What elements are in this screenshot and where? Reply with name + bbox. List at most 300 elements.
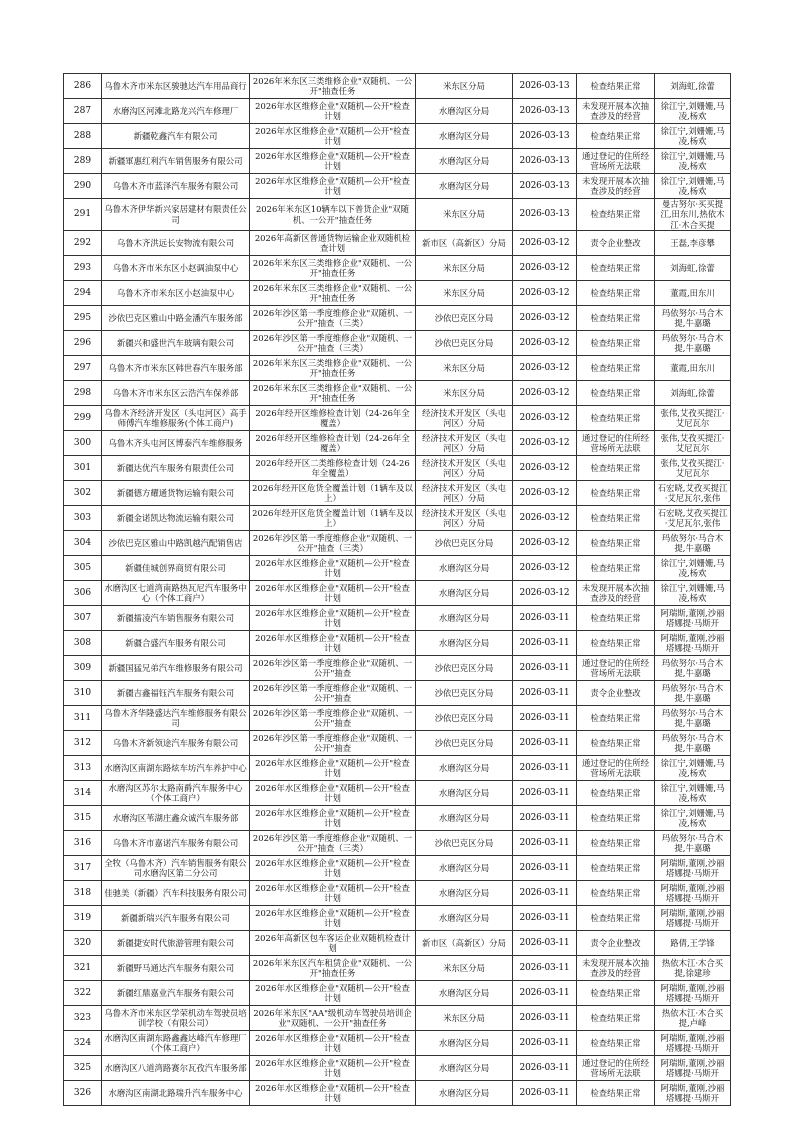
table-row: [64, 831, 731, 856]
date-cell: 2026-03-13: [513, 124, 577, 149]
inspectors-cell: 刘海虹,徐蕾: [655, 74, 731, 99]
row-number-cell: 318: [64, 881, 102, 906]
department-cell: 米东区分局: [416, 956, 513, 981]
row-number-cell: 298: [64, 381, 102, 406]
result-cell: 检查结果正常: [577, 906, 655, 931]
result-cell: 检查结果正常: [577, 606, 655, 631]
department-cell: 沙依巴克区分局: [416, 831, 513, 856]
inspectors-cell: 玛依努尔·马合木提,牛嘉璐: [655, 306, 731, 331]
company-name-cell: 水磨沟区苇湖庄鑫众诚汽车服务部: [102, 806, 250, 831]
company-name-cell: 乌鲁木齐市蓝泽汽车服务有限公司: [102, 174, 250, 199]
inspectors-cell: 石宏晓,艾孜买提江·艾尼瓦尔,张伟: [655, 481, 731, 506]
row-number-cell: 290: [64, 174, 102, 199]
department-cell: 新市区（高新区）分局: [416, 231, 513, 256]
inspection-task-cell: 2026年经开区危货全覆盖计划（1辆车及以上）: [250, 506, 416, 531]
inspection-task-cell: 2026年水区维修企业"双随机—公开"检查计划: [250, 1081, 416, 1106]
inspection-task-cell: 2026年水区维修企业"双随机—公开"检查计划: [250, 174, 416, 199]
row-number-cell: 304: [64, 531, 102, 556]
inspection-task-cell: 2026年沙区第一季度维修企业"双随机、一公开"抽查（三类）: [250, 531, 416, 556]
company-name-cell: 水磨沟区河滩北路龙兴汽车修理厂: [102, 99, 250, 124]
date-cell: 2026-03-12: [513, 256, 577, 281]
company-name-cell: 新疆红鼎嘉业汽车服务有限公司: [102, 981, 250, 1006]
inspection-task-cell: 2026年水区维修企业"双随机—公开"检查计划: [250, 556, 416, 581]
inspectors-cell: 阿瑞斯,董刚,沙丽塔娜提·马斯开: [655, 856, 731, 881]
date-cell: 2026-03-11: [513, 1031, 577, 1056]
inspectors-cell: 徐江宁,刘姗姗,马凌,杨欢: [655, 149, 731, 174]
date-cell: 2026-03-12: [513, 381, 577, 406]
inspection-task-cell: 2026年水区维修企业"双随机—公开"检查计划: [250, 124, 416, 149]
department-cell: 水磨沟区分局: [416, 856, 513, 881]
company-name-cell: 佳驰美（新疆）汽车科技服务有限公司: [102, 881, 250, 906]
row-number-cell: 287: [64, 99, 102, 124]
company-name-cell: 新疆达优汽车服务有限责任公司: [102, 456, 250, 481]
row-number-cell: 293: [64, 256, 102, 281]
row-number-cell: 310: [64, 681, 102, 706]
table-row: [64, 199, 731, 231]
department-cell: 水磨沟区分局: [416, 981, 513, 1006]
inspection-task-cell: 2026年水区维修企业"双随机—公开"检查计划: [250, 906, 416, 931]
row-number-cell: 305: [64, 556, 102, 581]
inspectors-cell: 徐江宁,刘姗姗,马凌,杨欢: [655, 174, 731, 199]
inspection-task-cell: 2026年沙区第一季度维修企业"双随机、一公开"抽查: [250, 706, 416, 731]
inspection-task-cell: 2026年高新区包车客运企业双随机检查计划: [250, 931, 416, 956]
result-cell: 责令企业整改: [577, 231, 655, 256]
date-cell: 2026-03-11: [513, 731, 577, 756]
row-number-cell: 312: [64, 731, 102, 756]
table-row: [64, 756, 731, 781]
row-number-cell: 296: [64, 331, 102, 356]
company-name-cell: 水磨沟区南湖东路鑫鑫达峰汽车修理厂（个体工商户）: [102, 1031, 250, 1056]
date-cell: 2026-03-12: [513, 331, 577, 356]
department-cell: 经济技术开发区（头屯河区）分局: [416, 456, 513, 481]
row-number-cell: 316: [64, 831, 102, 856]
company-name-cell: 乌鲁木齐市米东区云浩汽车保养部: [102, 381, 250, 406]
table-row: [64, 706, 731, 731]
table-row: [64, 856, 731, 881]
department-cell: 沙依巴克区分局: [416, 656, 513, 681]
row-number-cell: 309: [64, 656, 102, 681]
table-body: [64, 74, 731, 1106]
table-row: [64, 406, 731, 431]
date-cell: 2026-03-11: [513, 1081, 577, 1106]
department-cell: 水磨沟区分局: [416, 1056, 513, 1081]
table-row: [64, 174, 731, 199]
row-number-cell: 289: [64, 149, 102, 174]
inspection-task-cell: 2026年水区维修企业"双随机—公开"检查计划: [250, 1056, 416, 1081]
result-cell: 检查结果正常: [577, 881, 655, 906]
result-cell: 检查结果正常: [577, 1031, 655, 1056]
department-cell: 水磨沟区分局: [416, 806, 513, 831]
result-cell: 检查结果正常: [577, 281, 655, 306]
date-cell: 2026-03-11: [513, 1006, 577, 1031]
date-cell: 2026-03-12: [513, 556, 577, 581]
department-cell: 沙依巴克区分局: [416, 731, 513, 756]
inspectors-cell: 玛依努尔·马合木提,牛嘉璐: [655, 706, 731, 731]
date-cell: 2026-03-13: [513, 149, 577, 174]
inspection-task-cell: 2026年米东区汽车租赁企业"双随机、一公开"抽查任务: [250, 956, 416, 981]
row-number-cell: 303: [64, 506, 102, 531]
date-cell: 2026-03-11: [513, 656, 577, 681]
company-name-cell: 水磨沟区南湖东路炫车坊汽车养护中心: [102, 756, 250, 781]
department-cell: 米东区分局: [416, 256, 513, 281]
result-cell: 未发现开展本次抽查涉及的经营: [577, 581, 655, 606]
result-cell: 检查结果正常: [577, 306, 655, 331]
result-cell: 检查结果正常: [577, 531, 655, 556]
department-cell: 水磨沟区分局: [416, 99, 513, 124]
result-cell: 检查结果正常: [577, 74, 655, 99]
company-name-cell: 全牧（乌鲁木齐）汽车销售服务有限公司水磨沟区第二分公司: [102, 856, 250, 881]
inspection-task-cell: 2026年经开区二类维修检查计划（24-26年全覆盖）: [250, 456, 416, 481]
row-number-cell: 307: [64, 606, 102, 631]
company-name-cell: 新疆軍惠红利汽车销售服务有限公司: [102, 149, 250, 174]
department-cell: 米东区分局: [416, 199, 513, 231]
department-cell: 水磨沟区分局: [416, 906, 513, 931]
table-row: [64, 556, 731, 581]
result-cell: 未发现开展本次抽查涉及的经营: [577, 174, 655, 199]
row-number-cell: 317: [64, 856, 102, 881]
inspection-task-cell: 2026年水区维修企业"双随机—公开"检查计划: [250, 781, 416, 806]
department-cell: 水磨沟区分局: [416, 1081, 513, 1106]
company-name-cell: 新疆新瑞兴汽车服务有限公司: [102, 906, 250, 931]
row-number-cell: 300: [64, 431, 102, 456]
department-cell: 水磨沟区分局: [416, 149, 513, 174]
table-row: [64, 631, 731, 656]
company-name-cell: 新疆合盛汽车服务有限公司: [102, 631, 250, 656]
company-name-cell: 乌鲁木齐市米东区小赵调油泵中心: [102, 256, 250, 281]
company-name-cell: 水磨沟区苏尔太路南爵汽车服务中心（个体工商户）: [102, 781, 250, 806]
result-cell: 检查结果正常: [577, 556, 655, 581]
result-cell: 通过登记的住所经营场所无法联: [577, 756, 655, 781]
date-cell: 2026-03-11: [513, 706, 577, 731]
department-cell: 米东区分局: [416, 74, 513, 99]
department-cell: 水磨沟区分局: [416, 124, 513, 149]
company-name-cell: 乌鲁木齐市米东区骏驰达汽车用品商行: [102, 74, 250, 99]
inspectors-cell: 张伟,艾孜买提江·艾尼瓦尔: [655, 431, 731, 456]
inspectors-cell: 徐江宁,刘姗姗,马凌,杨欢: [655, 124, 731, 149]
inspection-task-cell: 2026年水区维修企业"双随机—公开"检查计划: [250, 581, 416, 606]
inspectors-cell: 阿瑞斯,董刚,沙丽塔娜提·马斯开: [655, 981, 731, 1006]
inspection-task-cell: 2026年沙区第一季度维修企业"双随机、一公开"抽查: [250, 731, 416, 756]
date-cell: 2026-03-11: [513, 981, 577, 1006]
result-cell: 检查结果正常: [577, 981, 655, 1006]
table-row: [64, 74, 731, 99]
date-cell: 2026-03-12: [513, 506, 577, 531]
table-row: [64, 506, 731, 531]
row-number-cell: 302: [64, 481, 102, 506]
result-cell: 责令企业整改: [577, 681, 655, 706]
department-cell: 经济技术开发区（头屯河区）分局: [416, 431, 513, 456]
inspectors-cell: 阿瑞斯,董刚,沙丽塔娜提·马斯开: [655, 1056, 731, 1081]
department-cell: 水磨沟区分局: [416, 1031, 513, 1056]
inspection-task-cell: 2026年水区维修企业"双随机—公开"检查计划: [250, 149, 416, 174]
result-cell: 通过登记的住所经营场所无法联: [577, 656, 655, 681]
date-cell: 2026-03-12: [513, 306, 577, 331]
result-cell: 未发现开展本次抽查涉及的经营: [577, 99, 655, 124]
date-cell: 2026-03-11: [513, 956, 577, 981]
result-cell: 检查结果正常: [577, 1006, 655, 1031]
company-name-cell: 沙依巴克区雅山中路金潘汽车服务部: [102, 306, 250, 331]
date-cell: 2026-03-13: [513, 99, 577, 124]
department-cell: 水磨沟区分局: [416, 174, 513, 199]
table-row: [64, 581, 731, 606]
company-name-cell: 新疆佳城创界商贸有限公司: [102, 556, 250, 581]
table-row: [64, 306, 731, 331]
company-name-cell: 乌鲁木齐华隆盛达汽车维修服务有限公司: [102, 706, 250, 731]
company-name-cell: 新疆德方耀通货物运输有限公司: [102, 481, 250, 506]
row-number-cell: 308: [64, 631, 102, 656]
department-cell: 沙依巴克区分局: [416, 706, 513, 731]
department-cell: 新市区（高新区）分局: [416, 931, 513, 956]
inspection-task-cell: 2026年米东区10辆车以下普货企业"双随机、一公开"抽查任务: [250, 199, 416, 231]
table-row: [64, 806, 731, 831]
date-cell: 2026-03-12: [513, 406, 577, 431]
inspection-task-cell: 2026年高新区普通货物运输企业双随机检查计划: [250, 231, 416, 256]
inspectors-cell: 徐江宁,刘姗姗,马凌,杨欢: [655, 581, 731, 606]
inspection-task-cell: 2026年水区维修企业"双随机—公开"检查计划: [250, 981, 416, 1006]
inspection-task-cell: 2026年沙区第一季度维修企业"双随机、一公开"抽查: [250, 681, 416, 706]
inspectors-cell: 阿瑞斯,董刚,沙丽塔娜提·马斯开: [655, 606, 731, 631]
company-name-cell: 乌鲁木齐新领途汽车服务有限公司: [102, 731, 250, 756]
inspection-task-cell: 2026年水区维修企业"双随机—公开"检查计划: [250, 856, 416, 881]
inspectors-cell: 张伟,艾孜买提江·艾尼瓦尔: [655, 456, 731, 481]
table-row: [64, 124, 731, 149]
table-row: [64, 1006, 731, 1031]
company-name-cell: 新疆国猛兄弟汽车维修服务有限公司: [102, 656, 250, 681]
table-row: [64, 381, 731, 406]
department-cell: 经济技术开发区（头屯河区）分局: [416, 406, 513, 431]
inspectors-cell: 董霞,田东川: [655, 281, 731, 306]
inspection-task-cell: 2026年经开区维修检查计划（24-26年全覆盖）: [250, 406, 416, 431]
inspectors-cell: 刘海虹,徐蕾: [655, 381, 731, 406]
inspection-task-cell: 2026年经开区维修检查计划（24-26年全覆盖）: [250, 431, 416, 456]
table-row: [64, 281, 731, 306]
result-cell: 检查结果正常: [577, 381, 655, 406]
inspection-task-cell: 2026年水区维修企业"双随机—公开"检查计划: [250, 99, 416, 124]
date-cell: 2026-03-12: [513, 581, 577, 606]
department-cell: 沙依巴克区分局: [416, 331, 513, 356]
table-row: [64, 331, 731, 356]
result-cell: 检查结果正常: [577, 506, 655, 531]
inspection-task-cell: 2026年沙区第一季度维修企业"双随机、一公开"抽查（三类）: [250, 331, 416, 356]
row-number-cell: 320: [64, 931, 102, 956]
result-cell: 通过登记的住所经营场所无法联: [577, 431, 655, 456]
inspection-task-cell: 2026年水区维修企业"双随机—公开"检查计划: [250, 881, 416, 906]
department-cell: 米东区分局: [416, 356, 513, 381]
row-number-cell: 299: [64, 406, 102, 431]
result-cell: 检查结果正常: [577, 831, 655, 856]
row-number-cell: 311: [64, 706, 102, 731]
result-cell: 检查结果正常: [577, 706, 655, 731]
table-row: [64, 981, 731, 1006]
result-cell: 检查结果正常: [577, 731, 655, 756]
row-number-cell: 323: [64, 1006, 102, 1031]
date-cell: 2026-03-11: [513, 606, 577, 631]
company-name-cell: 乌鲁木齐市米东区小赵油泵中心: [102, 281, 250, 306]
result-cell: 检查结果正常: [577, 256, 655, 281]
table-row: [64, 1081, 731, 1106]
row-number-cell: 314: [64, 781, 102, 806]
inspectors-cell: 阿瑞斯,董刚,沙丽塔娜提·马斯开: [655, 631, 731, 656]
department-cell: 水磨沟区分局: [416, 631, 513, 656]
department-cell: 经济技术开发区（头屯河区）分局: [416, 481, 513, 506]
inspection-task-cell: 2026年沙区第一季度维修企业"双随机、一公开"抽查（三类）: [250, 831, 416, 856]
date-cell: 2026-03-11: [513, 631, 577, 656]
row-number-cell: 301: [64, 456, 102, 481]
result-cell: 检查结果正常: [577, 481, 655, 506]
inspectors-cell: 张伟,艾孜买提江·艾尼瓦尔: [655, 406, 731, 431]
department-cell: 米东区分局: [416, 381, 513, 406]
inspection-task-cell: 2026年米东区"AA"级机动车驾驶员培训企业"双随机、一公开"抽查任务: [250, 1006, 416, 1031]
table-row: [64, 656, 731, 681]
inspection-task-cell: 2026年米东区三类维修企业"双随机、一公开"抽查任务: [250, 281, 416, 306]
department-cell: 沙依巴克区分局: [416, 681, 513, 706]
department-cell: 水磨沟区分局: [416, 606, 513, 631]
inspection-task-cell: 2026年经开区危货全覆盖计划（1辆车及以上）: [250, 481, 416, 506]
table-row: [64, 256, 731, 281]
date-cell: 2026-03-12: [513, 481, 577, 506]
department-cell: 沙依巴克区分局: [416, 531, 513, 556]
company-name-cell: 新疆乾鑫汽车有限公司: [102, 124, 250, 149]
table-row: [64, 1031, 731, 1056]
result-cell: 检查结果正常: [577, 124, 655, 149]
inspectors-cell: 热依木江·木合买提,卢峰: [655, 1006, 731, 1031]
row-number-cell: 295: [64, 306, 102, 331]
date-cell: 2026-03-12: [513, 456, 577, 481]
company-name-cell: 乌鲁木齐市嘉诺汽车服务有限公司: [102, 831, 250, 856]
department-cell: 水磨沟区分局: [416, 556, 513, 581]
inspection-task-cell: 2026年水区维修企业"双随机—公开"检查计划: [250, 756, 416, 781]
row-number-cell: 288: [64, 124, 102, 149]
date-cell: 2026-03-12: [513, 431, 577, 456]
result-cell: 责令企业整改: [577, 931, 655, 956]
row-number-cell: 322: [64, 981, 102, 1006]
row-number-cell: 294: [64, 281, 102, 306]
inspectors-cell: 阿瑞斯,董刚,沙丽塔娜提·马斯开: [655, 1081, 731, 1106]
inspectors-cell: 热依木江·木合买提,徐建珍: [655, 956, 731, 981]
inspectors-cell: 玛依努尔·马合木提,牛嘉璐: [655, 831, 731, 856]
inspection-records-table: [63, 73, 731, 1106]
department-cell: 水磨沟区分局: [416, 581, 513, 606]
company-name-cell: 水磨沟区南湖北路瑞升汽车服务中心: [102, 1081, 250, 1106]
company-name-cell: 新疆金诺凯达物流运输有限公司: [102, 506, 250, 531]
inspection-task-cell: 2026年米东区三类维修企业"双随机、一公开"抽查任务: [250, 256, 416, 281]
result-cell: 通过登记的住所经营场所无法联: [577, 1056, 655, 1081]
row-number-cell: 291: [64, 199, 102, 231]
inspectors-cell: 王磊,李彦攀: [655, 231, 731, 256]
inspectors-cell: 玛依努尔·马合木提,牛嘉璐: [655, 531, 731, 556]
inspectors-cell: 徐江宁,刘姗姗,马凌,杨欢: [655, 756, 731, 781]
table-row: [64, 931, 731, 956]
inspectors-cell: 徐江宁,刘姗姗,马凌,杨欢: [655, 806, 731, 831]
table-row: [64, 231, 731, 256]
company-name-cell: 乌鲁木齐头屯河区博泰汽车维修服务: [102, 431, 250, 456]
inspectors-cell: 玛依努尔·马合木提,牛嘉璐: [655, 731, 731, 756]
inspectors-cell: 刘海虹,徐蕾: [655, 256, 731, 281]
table-row: [64, 906, 731, 931]
company-name-cell: 新疆擂凌汽车销售服务有限公司: [102, 606, 250, 631]
result-cell: 通过登记的住所经营场所无法联: [577, 149, 655, 174]
department-cell: 水磨沟区分局: [416, 756, 513, 781]
department-cell: 米东区分局: [416, 281, 513, 306]
inspectors-cell: 董霞,田东川: [655, 356, 731, 381]
inspectors-cell: 石宏晓,艾孜买提江·艾尼瓦尔,张伟: [655, 506, 731, 531]
row-number-cell: 326: [64, 1081, 102, 1106]
department-cell: 水磨沟区分局: [416, 781, 513, 806]
company-name-cell: 乌鲁木齐市米东区韩世春汽车服务部: [102, 356, 250, 381]
date-cell: 2026-03-11: [513, 931, 577, 956]
company-name-cell: 水磨沟区七道湾南路热瓦尼汽车服务中心（个体工商户）: [102, 581, 250, 606]
date-cell: 2026-03-11: [513, 681, 577, 706]
inspectors-cell: 徐江宁,刘姗姗,马凌,杨欢: [655, 781, 731, 806]
company-name-cell: 新疆兴和盛世汽车玻璃有限公司: [102, 331, 250, 356]
company-name-cell: 乌鲁木齐洪远长安物流有限公司: [102, 231, 250, 256]
inspectors-cell: 徐江宁,刘姗姗,马凌,杨欢: [655, 99, 731, 124]
inspection-task-cell: 2026年米东区三类维修企业"双随机、一公开"抽查任务: [250, 381, 416, 406]
date-cell: 2026-03-11: [513, 781, 577, 806]
inspectors-cell: 阿瑞斯,董刚,沙丽塔娜提·马斯开: [655, 881, 731, 906]
inspectors-cell: 路倩,王学锋: [655, 931, 731, 956]
inspection-task-cell: 2026年沙区第一季度维修企业"双随机、一公开"抽查: [250, 656, 416, 681]
row-number-cell: 297: [64, 356, 102, 381]
date-cell: 2026-03-13: [513, 199, 577, 231]
date-cell: 2026-03-13: [513, 74, 577, 99]
company-name-cell: 沙依巴克区雅山中路凯越汽配销售店: [102, 531, 250, 556]
inspection-task-cell: 2026年水区维修企业"双随机—公开"检查计划: [250, 1031, 416, 1056]
table-row: [64, 356, 731, 381]
result-cell: 检查结果正常: [577, 456, 655, 481]
inspectors-cell: 曼古努尔·买买提江,田东川,热依木江·木合买提: [655, 199, 731, 231]
result-cell: 检查结果正常: [577, 406, 655, 431]
table-row: [64, 881, 731, 906]
company-name-cell: 乌鲁木齐市米东区学荣机动车驾驶员培训学校（有限公司）: [102, 1006, 250, 1031]
inspectors-cell: 阿瑞斯,董刚,沙丽塔娜提·马斯开: [655, 1031, 731, 1056]
table-row: [64, 781, 731, 806]
date-cell: 2026-03-12: [513, 281, 577, 306]
date-cell: 2026-03-13: [513, 174, 577, 199]
date-cell: 2026-03-11: [513, 831, 577, 856]
table-row: [64, 149, 731, 174]
table-row: [64, 456, 731, 481]
result-cell: 检查结果正常: [577, 781, 655, 806]
company-name-cell: 新疆捷安时代旅游管理有限公司: [102, 931, 250, 956]
date-cell: 2026-03-12: [513, 531, 577, 556]
result-cell: 检查结果正常: [577, 356, 655, 381]
date-cell: 2026-03-11: [513, 756, 577, 781]
company-name-cell: 新疆野马通达汽车服务有限公司: [102, 956, 250, 981]
company-name-cell: 乌鲁木齐经济开发区（头屯河区）高手师傅汽车维修服务(个体工商户): [102, 406, 250, 431]
table-row: [64, 606, 731, 631]
inspectors-cell: 徐江宁,刘姗姗,马凌,杨欢: [655, 556, 731, 581]
date-cell: 2026-03-11: [513, 881, 577, 906]
row-number-cell: 321: [64, 956, 102, 981]
result-cell: 未发现开展本次抽查涉及的经营: [577, 956, 655, 981]
row-number-cell: 306: [64, 581, 102, 606]
table-row: [64, 956, 731, 981]
date-cell: 2026-03-12: [513, 231, 577, 256]
date-cell: 2026-03-11: [513, 1056, 577, 1081]
row-number-cell: 292: [64, 231, 102, 256]
table-row: [64, 1056, 731, 1081]
row-number-cell: 325: [64, 1056, 102, 1081]
inspection-task-cell: 2026年水区维修企业"双随机—公开"检查计划: [250, 606, 416, 631]
result-cell: 检查结果正常: [577, 631, 655, 656]
row-number-cell: 313: [64, 756, 102, 781]
result-cell: 检查结果正常: [577, 331, 655, 356]
inspectors-cell: 玛依努尔·马合木提,牛嘉璐: [655, 656, 731, 681]
inspection-task-cell: 2026年沙区第一季度维修企业"双随机、一公开"抽查（三类）: [250, 306, 416, 331]
table-row: [64, 531, 731, 556]
date-cell: 2026-03-11: [513, 806, 577, 831]
